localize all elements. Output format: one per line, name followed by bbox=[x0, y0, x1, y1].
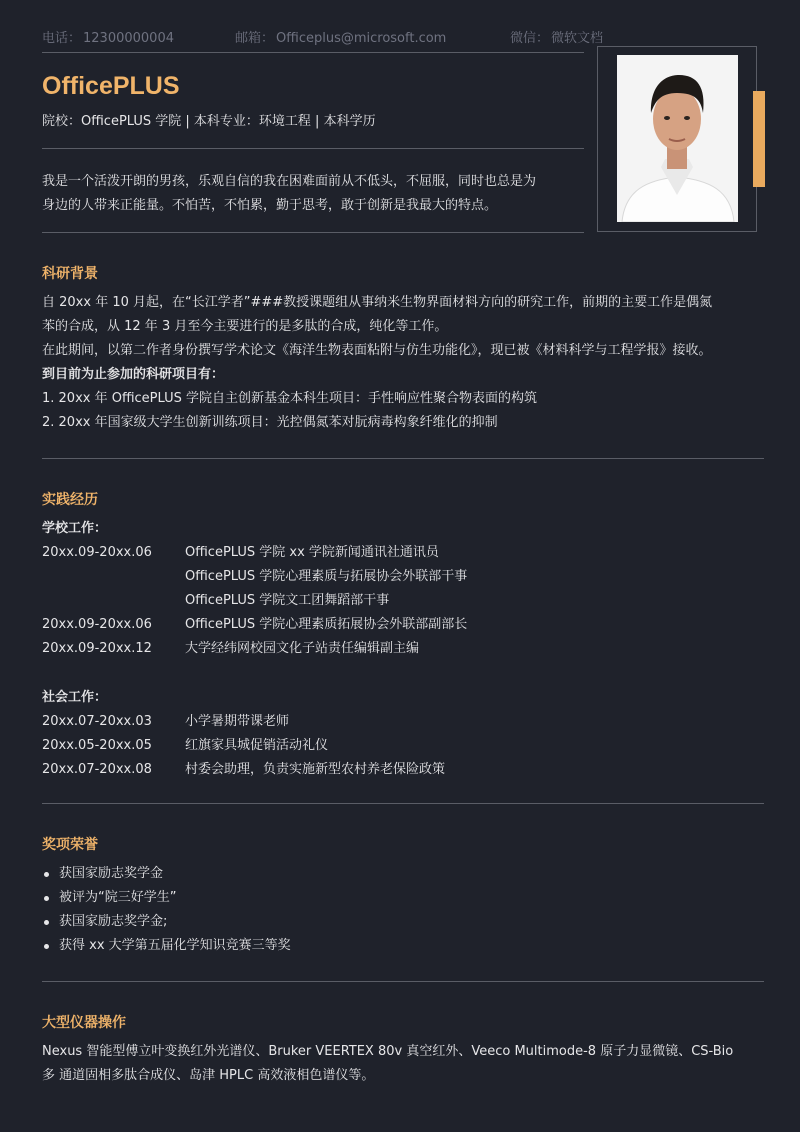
instruments-line: 多 通道固相多肽合成仪、岛津 HPLC 高效液相色谱仪等。 bbox=[42, 1068, 375, 1083]
experience-row bbox=[42, 565, 467, 589]
portrait-illustration bbox=[617, 55, 738, 222]
social-work-heading: 社会工作： bbox=[42, 690, 108, 705]
experience-desc: OfficePLUS 学院文工团舞蹈部干事 bbox=[185, 593, 390, 608]
experience-desc: OfficePLUS 学院心理素质与拓展协会外联部干事 bbox=[185, 569, 468, 584]
experience-desc: 小学暑期带课老师 bbox=[185, 714, 290, 729]
experience-row bbox=[42, 541, 439, 565]
research-line: 自 20xx 年 10 月起，在“长江学者”###教授课题组从事纳米生物界面材料方向的研究工作，前期的主要工作是偶氮 bbox=[42, 295, 713, 310]
experience-date: 20xx.05-20xx.05 bbox=[42, 738, 152, 753]
practice-title: 实践经历 bbox=[42, 492, 98, 508]
experience-row bbox=[42, 758, 445, 782]
phone-value: 12300000004 bbox=[83, 31, 174, 46]
research-line: 苯的合成，从 12 年 3 月至今主要进行的是多肽的合成，纯化等工作。 bbox=[42, 319, 448, 334]
wechat-contact bbox=[510, 27, 603, 46]
phone-label: 电话： bbox=[42, 31, 82, 46]
award-item bbox=[42, 886, 291, 910]
intro-bottom-divider bbox=[42, 232, 584, 233]
experience-desc: 红旗家具城促销活动礼仪 bbox=[185, 738, 329, 753]
awards-list bbox=[42, 862, 291, 958]
experience-row bbox=[42, 613, 467, 637]
experience-row bbox=[42, 589, 389, 613]
email-label: 邮箱： bbox=[235, 31, 275, 46]
section-divider bbox=[42, 458, 764, 459]
candidate-name: OfficePLUS bbox=[42, 72, 180, 100]
research-content bbox=[42, 291, 764, 435]
experience-row bbox=[42, 734, 328, 758]
wechat-label: 微信： bbox=[510, 31, 550, 46]
email-contact bbox=[235, 27, 446, 46]
award-item bbox=[42, 934, 291, 958]
phone-contact bbox=[42, 27, 174, 46]
award-text: 获国家励志奖学金; bbox=[59, 914, 168, 929]
experience-desc: OfficePLUS 学院心理素质拓展协会外联部副部长 bbox=[185, 617, 468, 632]
intro-line: 我是一个活泼开朗的男孩，乐观自信的我在困难面前从不低头，不屈服，同时也总是为 bbox=[42, 174, 537, 189]
bullet-icon bbox=[44, 920, 49, 925]
bullet-icon bbox=[44, 896, 49, 901]
bullet-icon bbox=[44, 872, 49, 877]
experience-date: 20xx.09-20xx.12 bbox=[42, 641, 152, 656]
experience-date: 20xx.07-20xx.08 bbox=[42, 762, 152, 777]
project-item: 2. 20xx 年国家级大学生创新训练项目：光控偶氮苯对朊病毒构象纤维化的抑制 bbox=[42, 415, 498, 430]
accent-bar bbox=[753, 91, 765, 187]
intro-top-divider bbox=[42, 148, 584, 149]
experience-date: 20xx.09-20xx.06 bbox=[42, 545, 152, 560]
wechat-value: 微软文档 bbox=[551, 31, 604, 46]
award-text: 获得 xx 大学第五届化学知识竞赛三等奖 bbox=[59, 938, 291, 953]
experience-date: 20xx.09-20xx.06 bbox=[42, 617, 152, 632]
experience-row bbox=[42, 637, 419, 661]
profile-photo bbox=[617, 55, 738, 222]
awards-title: 奖项荣誉 bbox=[42, 837, 98, 853]
award-text: 获国家励志奖学金 bbox=[59, 866, 164, 881]
instruments-line: Nexus 智能型傅立叶变换红外光谱仪、Bruker VEERTEX 80v 真空红外、Veeco Multimode-8 原子力显微镜、CS-Bio bbox=[42, 1044, 734, 1059]
school-work-heading: 学校工作： bbox=[42, 521, 108, 536]
projects-heading: 到目前为止参加的科研项目有： bbox=[42, 367, 225, 382]
research-line: 在此期间，以第二作者身份撰写学术论文《海洋生物表面粘附与仿生功能化》，现已被《材料科学与工程学报》接收。 bbox=[42, 343, 712, 358]
award-item bbox=[42, 862, 291, 886]
experience-date: 20xx.07-20xx.03 bbox=[42, 714, 152, 729]
section-divider bbox=[42, 803, 764, 804]
experience-row bbox=[42, 710, 289, 734]
experience-desc: 大学经纬网校园文化子站责任编辑副主编 bbox=[185, 641, 420, 656]
bullet-icon bbox=[44, 944, 49, 949]
award-item bbox=[42, 910, 291, 934]
email-value: Officeplus@microsoft.com bbox=[276, 31, 447, 46]
experience-desc: 村委会助理，负责实施新型农村养老保险政策 bbox=[185, 762, 446, 777]
school-info: 院校：OfficePLUS 学院 | 本科专业：环境工程 | 本科学历 bbox=[42, 114, 376, 129]
intro-line: 身边的人带来正能量。不怕苦，不怕累，勤于思考，敢于创新是我最大的特点。 bbox=[42, 198, 498, 213]
instruments-title: 大型仪器操作 bbox=[42, 1015, 126, 1031]
section-divider bbox=[42, 981, 764, 982]
research-title: 科研背景 bbox=[42, 266, 98, 282]
header-divider bbox=[42, 52, 584, 53]
self-introduction bbox=[42, 170, 587, 218]
award-text: 被评为“院三好学生” bbox=[59, 890, 177, 905]
instruments-content bbox=[42, 1040, 764, 1088]
project-item: 1. 20xx 年 OfficePLUS 学院自主创新基金本科生项目：手性响应性聚合物表面的构筑 bbox=[42, 391, 538, 406]
experience-desc: OfficePLUS 学院 xx 学院新闻通讯社通讯员 bbox=[185, 545, 439, 560]
